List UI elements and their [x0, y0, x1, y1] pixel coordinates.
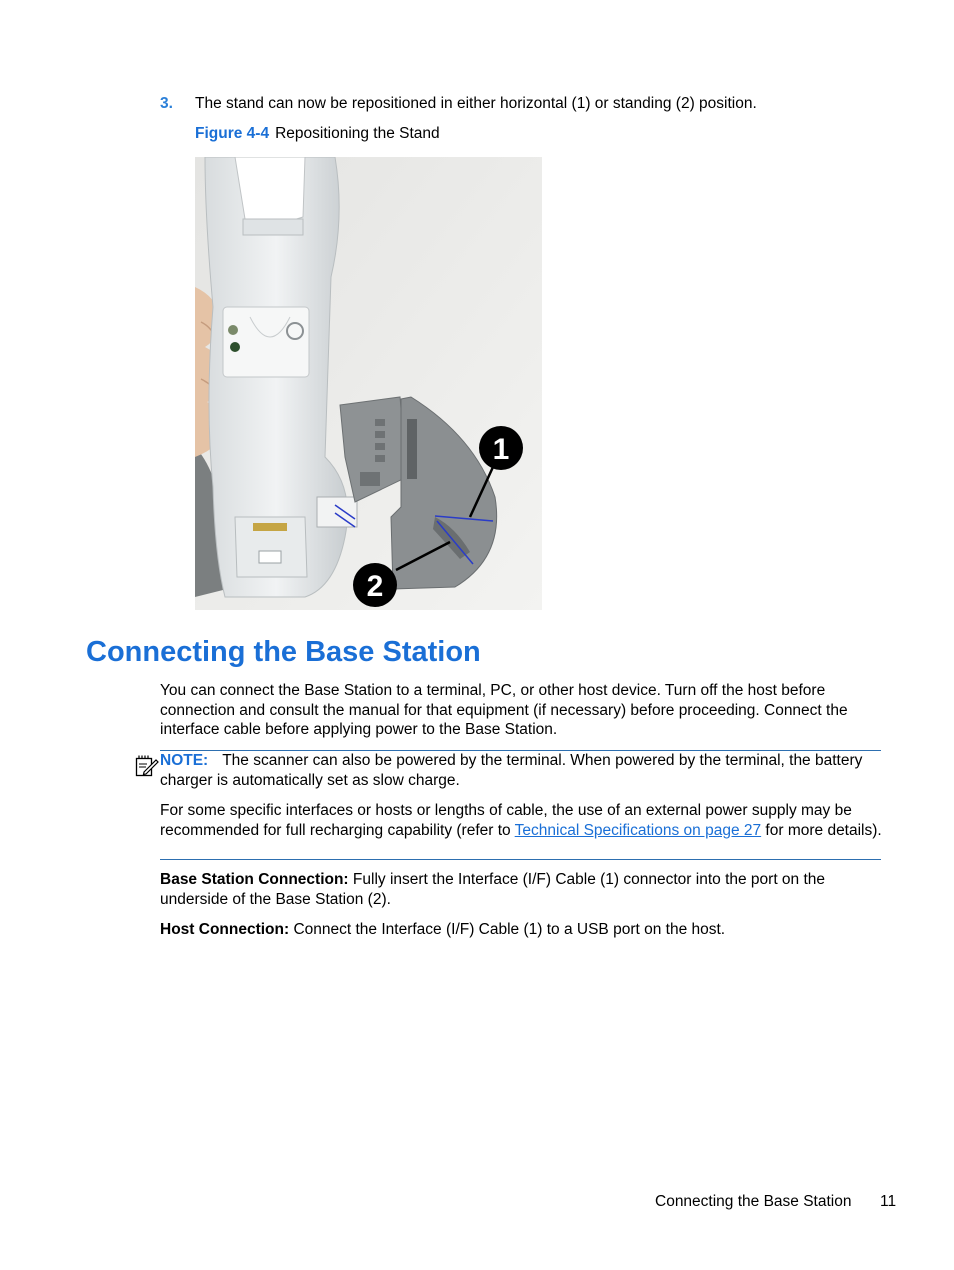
- note-bottom-rule: [160, 859, 881, 860]
- tech-specs-link[interactable]: Technical Specifications on page 27: [514, 821, 762, 839]
- section-title: Connecting the Base Station: [86, 636, 481, 668]
- note-para2-before: For some specific interfaces or hosts or lengths of cable, the use of an external power supply may be recommended for full recharging capability (refer to: [160, 802, 852, 839]
- base-connection-label: Base Station Connection:: [160, 871, 349, 888]
- base-connection-text: Fully insert the Interface (I/F) Cable (1) connector into the port on the underside of the Base Station (2).: [160, 871, 826, 908]
- host-connection-text: Connect the Interface (I/F) Cable (1) to a USB port on the host.: [289, 921, 726, 938]
- step-number: 3.: [160, 95, 173, 112]
- note-label: NOTE:: [160, 752, 209, 769]
- note-text: The scanner can also be powered by the terminal. When powered by the terminal, the battery charger is automatically set as slow charge.: [160, 752, 863, 789]
- figure-title: Repositioning the Stand: [275, 125, 440, 142]
- step-3: [160, 94, 757, 114]
- figure-label: Figure 4-4: [195, 125, 270, 142]
- note-pencil-icon: [135, 754, 159, 778]
- intro-paragraph: You can connect the Base Station to a terminal, PC, or other host device. Turn off the host before connection and consult the manual for that equipment (if necessary) before proceeding. Connect the interface cable before applying power to the Base Station.: [160, 682, 848, 738]
- stand-photo: [195, 157, 542, 610]
- note-paragraph: [160, 751, 882, 790]
- host-connection-label: Host Connection:: [160, 921, 290, 938]
- step-text: The stand can now be repositioned in either horizontal (1) or standing (2) position.: [195, 95, 757, 112]
- host-connection-paragraph: [160, 920, 882, 940]
- callout-1-label: 1: [492, 433, 510, 466]
- callout-2-label: 2: [366, 570, 384, 603]
- base-connection-paragraph: [160, 870, 882, 909]
- footer-page-number: 11: [880, 1193, 897, 1210]
- note-para2-after: for more details).: [761, 821, 882, 839]
- figure-caption: [195, 124, 440, 144]
- footer-title: Connecting the Base Station: [655, 1193, 852, 1210]
- note-paragraph-2: [160, 801, 882, 840]
